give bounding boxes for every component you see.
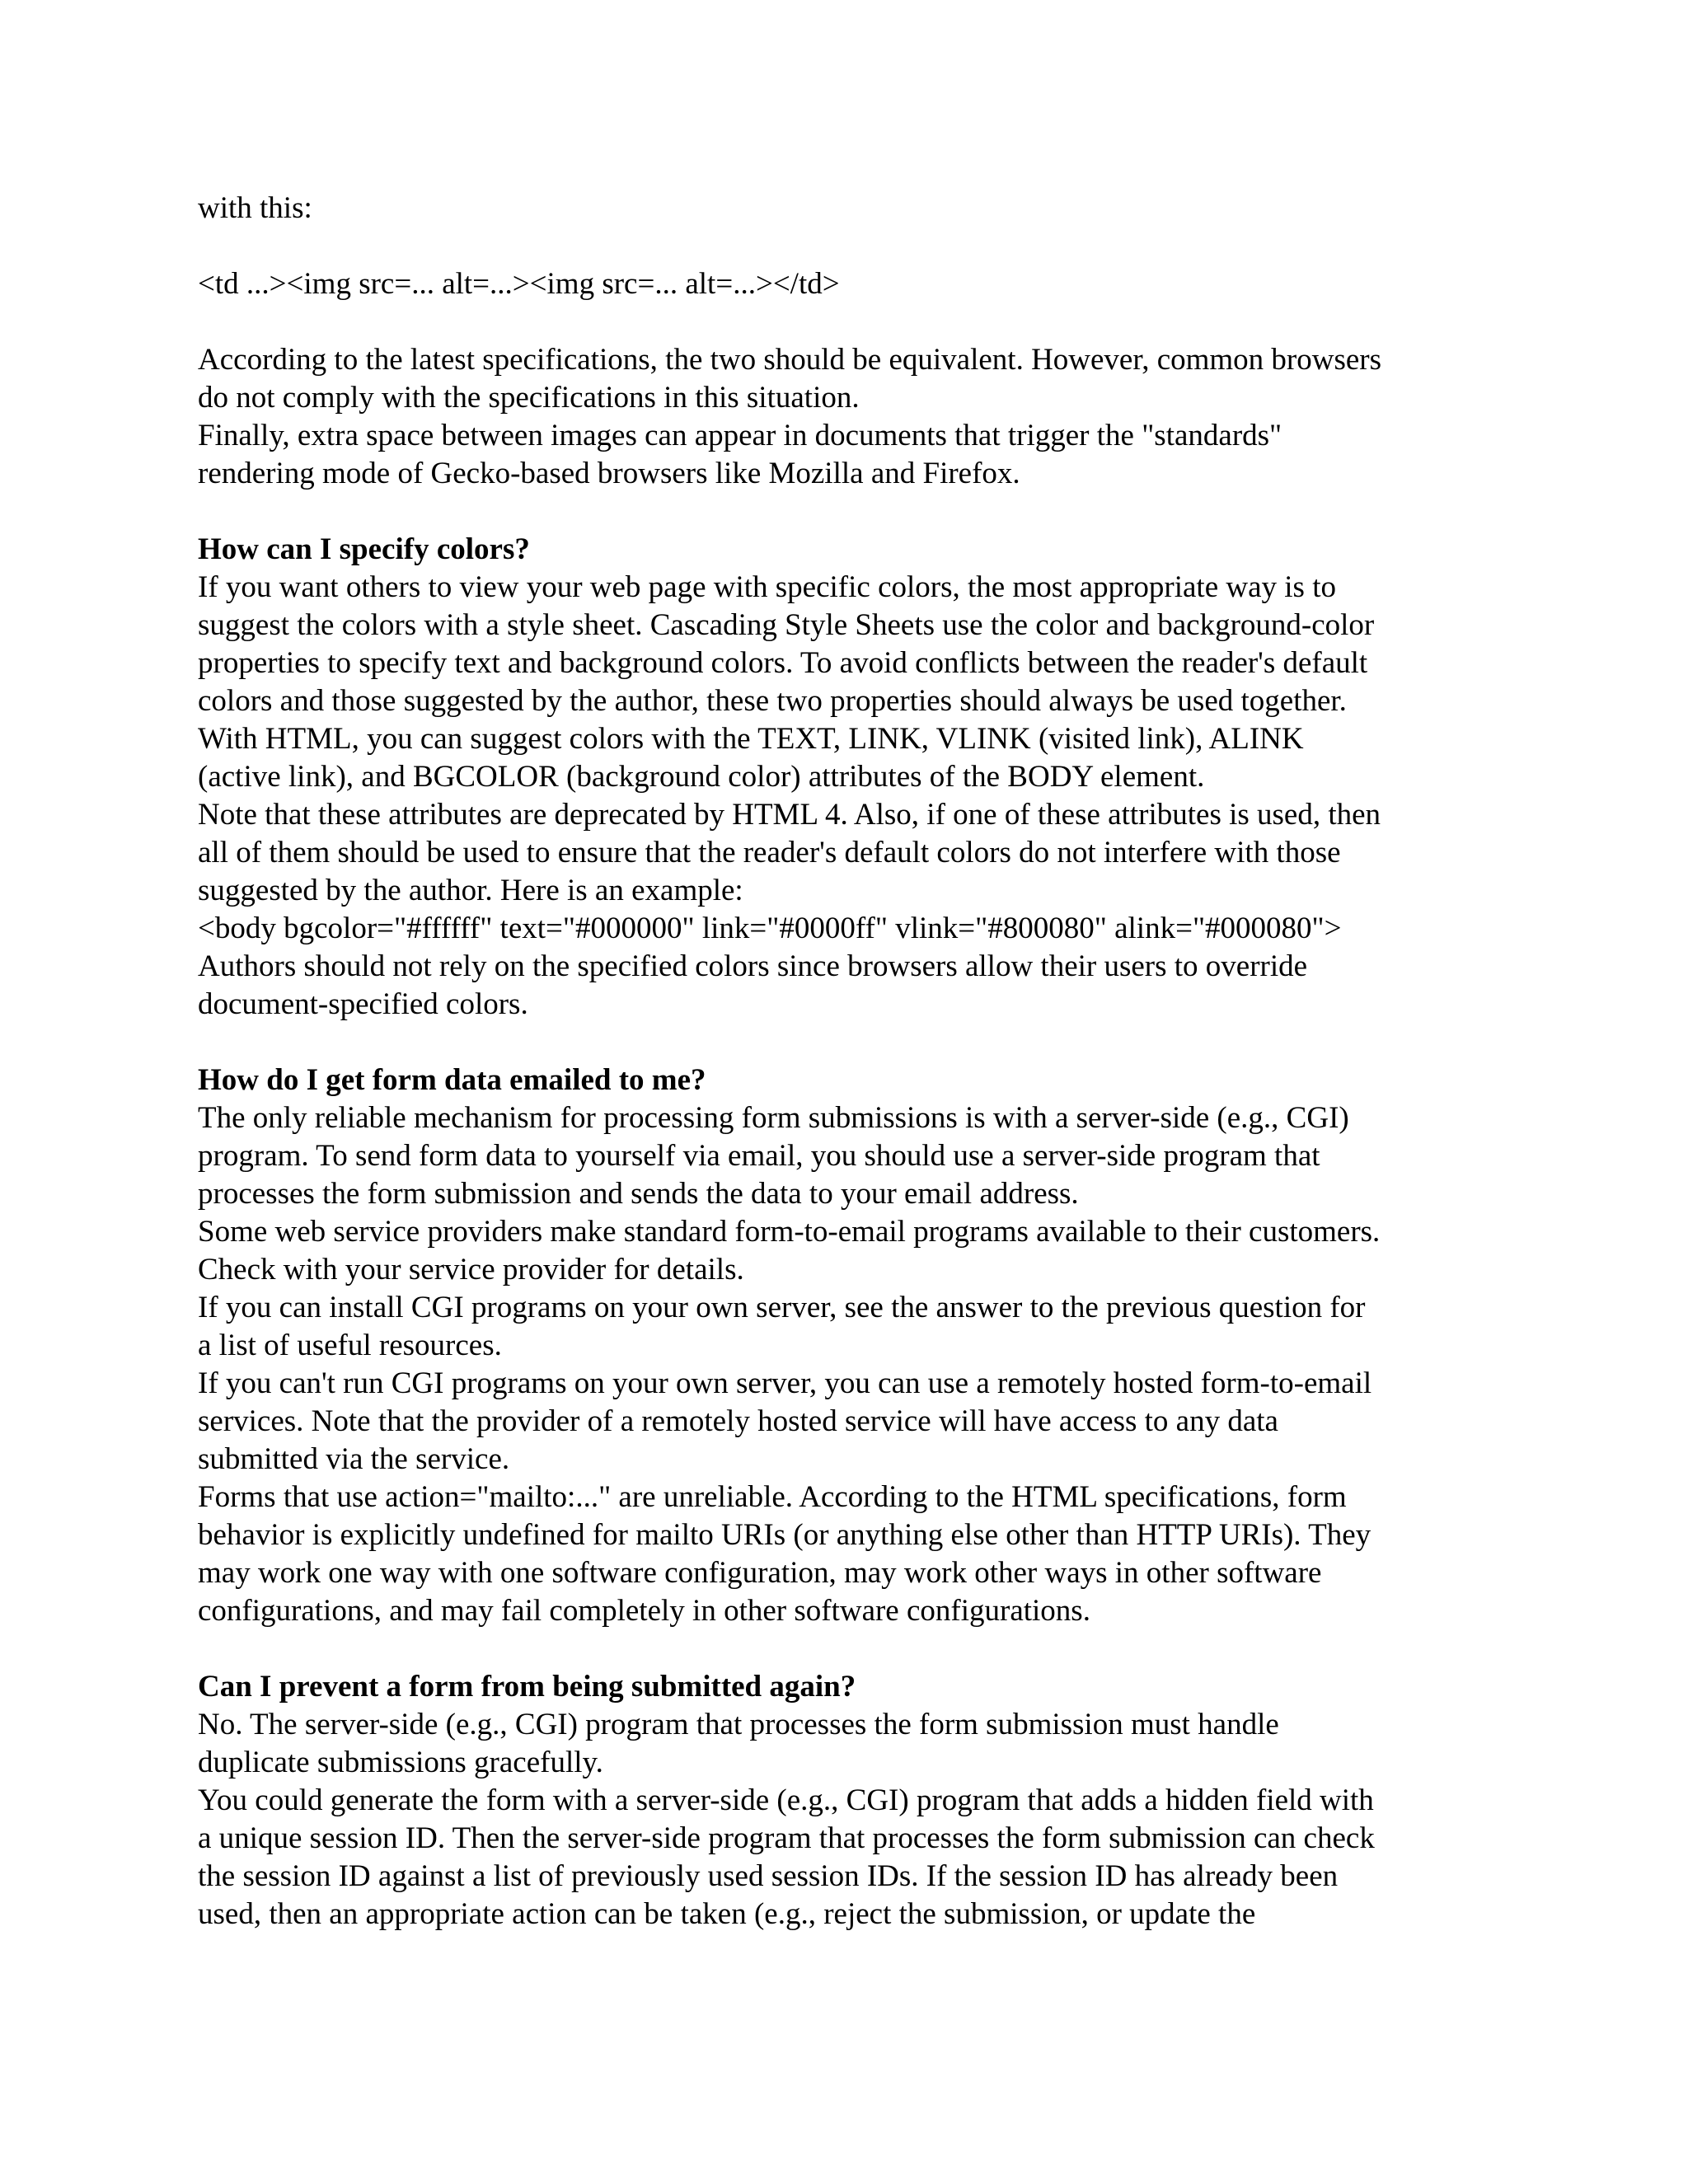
paragraph-line: Finally, extra space between images can appear in documents that trigger the "standards"	[198, 419, 1282, 452]
paragraph-line: the session ID against a list of previously used session IDs. If the session ID has already been	[198, 1859, 1339, 1893]
paragraph-line: behavior is explicitly undefined for mailto URIs (or anything else other than HTTP URIs). They	[198, 1518, 1372, 1552]
paragraph-line: document-specified colors.	[198, 987, 528, 1021]
spacer	[198, 303, 1500, 341]
section-heading-resubmit: Can I prevent a form from being submitted again?	[198, 1670, 856, 1704]
paragraph-line: If you can't run CGI programs on your own server, you can use a remotely hosted form-to-email	[198, 1366, 1372, 1400]
paragraph-line: rendering mode of Gecko-based browsers like Mozilla and Firefox.	[198, 457, 1020, 490]
paragraph-line: According to the latest specifications, the two should be equivalent. However, common browsers	[198, 343, 1382, 377]
paragraph-line: all of them should be used to ensure that the reader's default colors do not interfere with those	[198, 836, 1341, 869]
paragraph-line: The only reliable mechanism for processing form submissions is with a server-side (e.g., CGI)	[198, 1101, 1349, 1135]
code-example-body: <body bgcolor="#ffffff" text="#000000" link="#0000ff" vlink="#800080" alink="#000080">	[198, 912, 1342, 945]
paragraph-line: No. The server-side (e.g., CGI) program that processes the form submission must handle	[198, 1708, 1279, 1741]
paragraph-line: may work one way with one software configuration, may work other ways in other software	[198, 1556, 1322, 1590]
paragraph-line: submitted via the service.	[198, 1442, 510, 1476]
spacer	[198, 1630, 1500, 1668]
paragraph-line: program. To send form data to yourself via email, you should use a server-side program that	[198, 1139, 1320, 1173]
section-body-email	[198, 1099, 1500, 1630]
spacer	[198, 227, 1500, 265]
intro-lead: with this:	[198, 191, 312, 225]
paragraph-line: services. Note that the provider of a remotely hosted service will have access to any data	[198, 1404, 1278, 1438]
paragraph-line: colors and those suggested by the author, these two properties should always be used together.	[198, 684, 1347, 718]
paragraph-line: properties to specify text and background colors. To avoid conflicts between the reader's default	[198, 646, 1368, 680]
paragraph-line: configurations, and may fail completely in other software configurations.	[198, 1594, 1090, 1628]
spacer	[198, 493, 1500, 531]
paragraph-line: If you want others to view your web page with specific colors, the most appropriate way is to	[198, 570, 1336, 604]
paragraph-line: With HTML, you can suggest colors with the TEXT, LINK, VLINK (visited link), ALINK	[198, 722, 1304, 756]
section-body-resubmit	[198, 1706, 1500, 1933]
paragraph-line: duplicate submissions gracefully.	[198, 1746, 603, 1779]
paragraph-line: Check with your service provider for details.	[198, 1253, 744, 1286]
paragraph-line: Some web service providers make standard form-to-email programs available to their customers.	[198, 1215, 1381, 1249]
paragraph-line: You could generate the form with a server-side (e.g., CGI) program that adds a hidden field with	[198, 1783, 1374, 1817]
paragraph-line: used, then an appropriate action can be taken (e.g., reject the submission, or update the	[198, 1897, 1256, 1931]
paragraph-line: Authors should not rely on the specified colors since browsers allow their users to override	[198, 949, 1308, 983]
document-page	[198, 190, 1500, 1933]
paragraph-line: a list of useful resources.	[198, 1329, 502, 1362]
section-heading-colors: How can I specify colors?	[198, 532, 530, 566]
spacer	[198, 1024, 1500, 1062]
paragraph-line: (active link), and BGCOLOR (background color) attributes of the BODY element.	[198, 760, 1205, 794]
paragraph-line: processes the form submission and sends the data to your email address.	[198, 1177, 1079, 1211]
code-example-td: <td ...><img src=... alt=...><img src=... alt=...></td>	[198, 267, 840, 301]
section-heading-email: How do I get form data emailed to me?	[198, 1063, 706, 1097]
paragraph-line: do not comply with the specifications in this situation.	[198, 381, 860, 415]
paragraph-line: suggested by the author. Here is an example:	[198, 874, 743, 907]
paragraph-line: Note that these attributes are deprecated by HTML 4. Also, if one of these attributes is used, then	[198, 798, 1381, 832]
section-body-colors	[198, 569, 1500, 1024]
paragraph-line: If you can install CGI programs on your own server, see the answer to the previous question for	[198, 1291, 1366, 1324]
paragraph-line: suggest the colors with a style sheet. Cascading Style Sheets use the color and background-color	[198, 608, 1375, 642]
paragraph-line: a unique session ID. Then the server-side program that processes the form submission can check	[198, 1821, 1375, 1855]
paragraph-line: Forms that use action="mailto:..." are unreliable. According to the HTML specifications, form	[198, 1480, 1347, 1514]
